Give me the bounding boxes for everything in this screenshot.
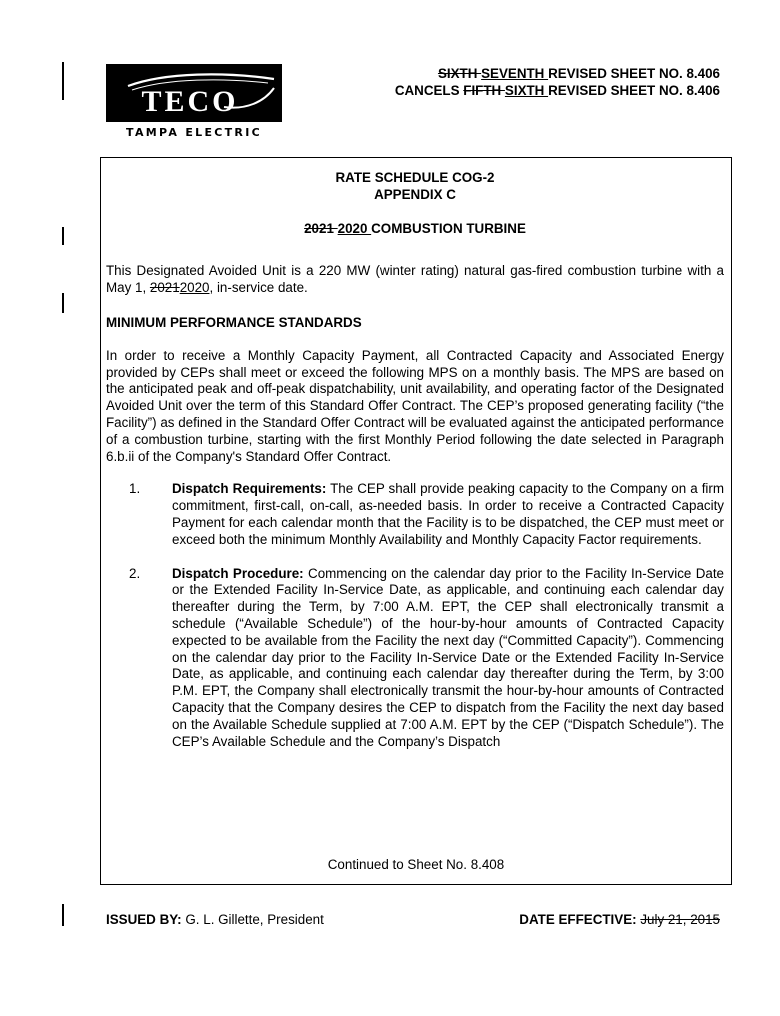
company-logo (106, 64, 282, 122)
requirements-list (106, 481, 724, 750)
date-effective (519, 912, 720, 927)
inserted-text: 2020 (337, 220, 372, 236)
revision-bar (62, 293, 64, 313)
item-number: 1. (129, 481, 141, 497)
document-body (106, 170, 724, 750)
inserted-text: SEVENTH (481, 66, 549, 81)
effective-label: DATE EFFECTIVE: (519, 912, 637, 927)
unit-title-text: COMBUSTION TURBINE (371, 220, 526, 236)
sheet-number-line (395, 65, 720, 82)
cancels-line (395, 82, 720, 99)
struck-text: 2021 (149, 280, 180, 296)
issued-by (106, 912, 324, 927)
item-term: Dispatch Requirements: (172, 481, 327, 497)
svg-text:TECO: TECO (141, 85, 239, 118)
revision-bar (62, 904, 64, 926)
unit-title (106, 221, 724, 238)
list-item (106, 481, 724, 548)
schedule-title: RATE SCHEDULE COG-2 (335, 170, 495, 185)
intro-paragraph (106, 263, 724, 297)
item-term: Dispatch Procedure: (172, 565, 304, 581)
revision-bar (62, 62, 64, 100)
issued-value: G. L. Gillette, President (185, 912, 324, 927)
sheet-number-text: REVISED SHEET NO. 8.406 (548, 66, 720, 81)
struck-text: SIXTH (437, 66, 482, 81)
struck-text: 2021 (304, 220, 338, 236)
appendix-title: APPENDIX C (374, 186, 456, 202)
revision-bar (62, 227, 64, 245)
cancels-prefix: CANCELS (394, 83, 464, 98)
intro-text-end: , in-service date. (209, 280, 308, 296)
logo-subtitle: TAMPA ELECTRIC (126, 126, 262, 139)
section-heading: MINIMUM PERFORMANCE STANDARDS (106, 314, 362, 330)
issued-label: ISSUED BY: (106, 912, 182, 927)
item-number: 2. (129, 565, 141, 581)
item-text: Commencing on the calendar day prior to the Facility In-Service Date or the Extended Facility In-Service Date, as applicable, and continuing each calendar day thereafter during the Term, by 7:00 A.M. EPT, the CEP shall electronically transmit a schedule (“Available Schedule”) of the hour-by-hour amounts of Contracted Capacity expected to be available from the Facility the next day (“Committed Capacity”). Commencing on the calendar day prior to the Facility In-Service Date or the Extended Facility In-Service Date, as applicable, and continuing each calendar day thereafter during the Term, by 3:00 P.M. EPT, the Company shall electronically transmit the hour-by-hour amounts of Contracted Capacity that the Company desires the CEP to dispatch from the Facility the next day based on the Available Schedule supplied at 7:00 A.M. EPT by the CEP (“Dispatch Schedule”). The CEP’s Available Schedule and the Company’s Dispatch (172, 565, 725, 749)
item-text: The CEP shall provide peaking capacity to the Company on a firm commitment, first-call, on-call, as-needed basis. In order to receive a Contracted Capacity Payment for each calendar month that the Facility is to be dispatched, the CEP must meet or exceed both the minimum Monthly Availability and Monthly Capacity Factor requirements. (172, 481, 725, 547)
inserted-text: 2020 (179, 280, 210, 296)
effective-date-struck: July 21, 2015 (640, 912, 720, 927)
sheet-number-text: REVISED SHEET NO. 8.406 (548, 83, 720, 98)
sheet-number-block (395, 65, 720, 99)
list-item (106, 566, 724, 751)
inserted-text: SIXTH (504, 83, 549, 98)
intro-text: This Designated Avoided Unit is a 220 MW (winter rating) natural gas-fired combustion turbine with a May 1, (106, 263, 724, 296)
section-paragraph: In order to receive a Monthly Capacity Payment, all Contracted Capacity and Associated Energy provided by CEPs shall meet or exceed the following MPS on a monthly basis. The MPS are based on the anticipated peak and off-peak dispatchability, unit availability, and operating factor of the Designated Avoided Unit over the term of this Standard Offer Contract. The CEP’s proposed generating facility (“the Facility”) as defined in the Standard Offer Contract will be evaluated against the anticipated performance of a combustion turbine, starting with the first Monthly Period following the date selected in Paragraph 6.b.ii of the Company's Standard Offer Contract. (106, 347, 724, 464)
continued-note: Continued to Sheet No. 8.408 (327, 857, 505, 872)
struck-text: FIFTH (463, 83, 505, 98)
